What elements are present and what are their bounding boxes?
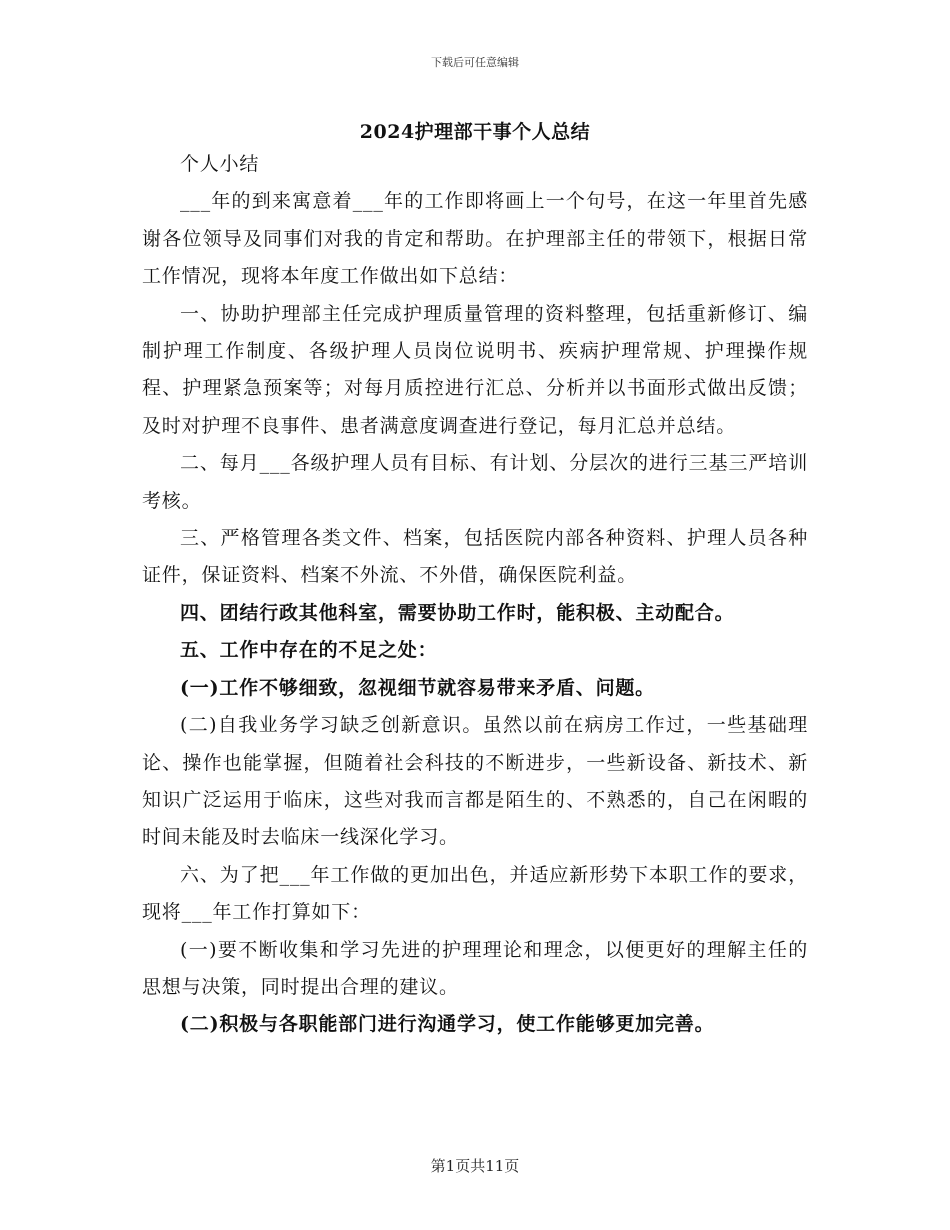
paragraph-item-6-1: (一)要不断收集和学习先进的护理理论和理念，以便更好的理解主任的思想与决策，同时提出合理的建议。	[142, 938, 808, 998]
paragraph-item-6-2: (二)积极与各职能部门进行沟通学习，使工作能够更加完善。	[180, 1013, 715, 1036]
paragraph-intro: ___年的到来寓意着___年的工作即将画上一个句号，在这一年里首先感谢各位领导及同事们对我的肯定和帮助。在护理部主任的带领下，根据日常工作情况，现将本年度工作做出如下总结：	[142, 190, 808, 288]
paragraph-item-5-heading: 五、工作中存在的不足之处：	[180, 639, 438, 662]
paragraph-item-2: 二、每月___各级护理人员有目标、有计划、分层次的进行三基三严培训考核。	[142, 452, 808, 512]
paragraph-item-1: 一、协助护理部主任完成护理质量管理的资料整理，包括重新修订、编制护理工作制度、各级护理人员岗位说明书、疾病护理常规、护理操作规程、护理紧急预案等；对每月质控进行汇总、分析并以书面形式做出反馈；及时对护理不良事件、患者满意度调查进行登记，每月汇总并总结。	[142, 302, 808, 437]
paragraph-item-6-heading: 六、为了把___年工作做的更加出色，并适应新形势下本职工作的要求，现将___年工作打算如下：	[142, 863, 808, 924]
document-title: 2024护理部干事个人总结	[359, 121, 591, 143]
page-number: 第1页共11页	[430, 1157, 520, 1175]
paragraph-subtitle: 个人小结	[180, 153, 260, 175]
paragraph-item-5-2: (二)自我业务学习缺乏创新意识。虽然以前在病房工作过，一些基础理论、操作也能掌握，但随着社会科技的不断进步，一些新设备、新技术、新知识广泛运用于临床，这些对我而言都是陌生的、不熟悉的，自己在闲暇的时间未能及时去临床一线深化学习。	[142, 714, 808, 849]
paragraph-item-3: 三、严格管理各类文件、档案，包括医院内部各种资料、护理人员各种证件，保证资料、档案不外流、不外借，确保医院利益。	[142, 527, 808, 587]
paragraph-item-5-1: (一)工作不够细致，忽视细节就容易带来矛盾、问题。	[180, 676, 655, 699]
paragraph-item-4: 四、团结行政其他科室，需要协助工作时，能积极、主动配合。	[180, 601, 735, 624]
document-body	[142, 146, 808, 1044]
page-header-note: 下载后可任意编辑	[431, 56, 519, 69]
